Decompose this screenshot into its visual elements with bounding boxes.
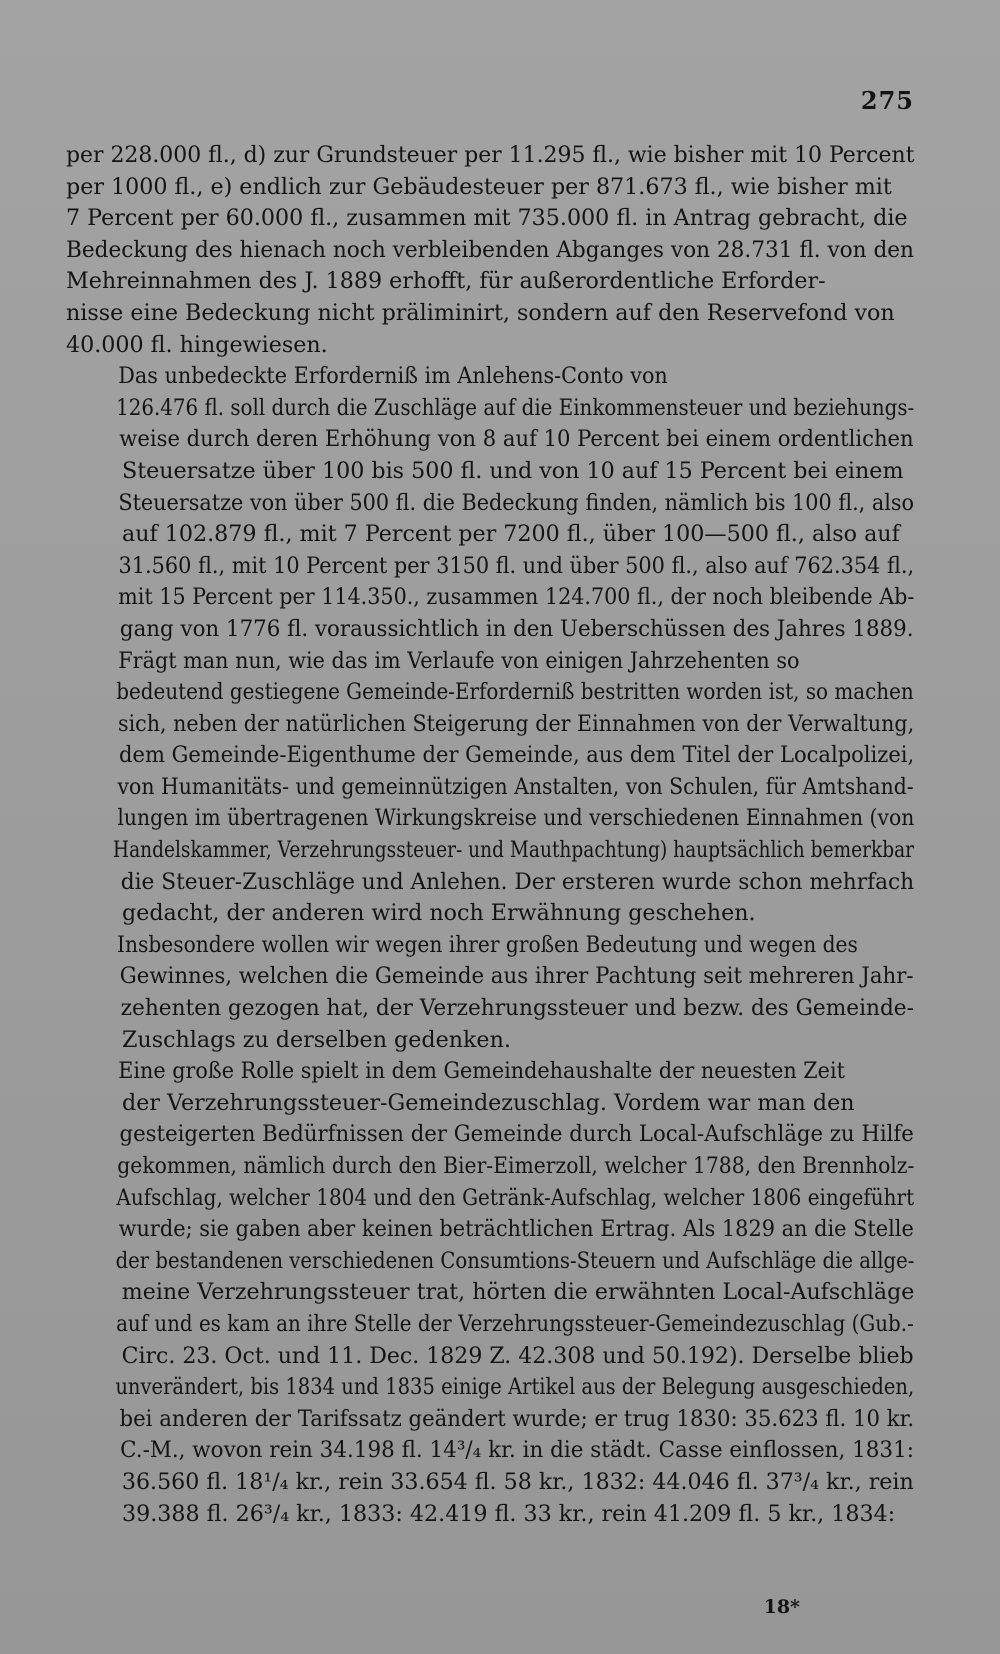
text-line: Steuersatze von über 500 fl. die Bedeckung finden, nämlich bis 100 fl., also [118,489,915,516]
paragraph-5 [66,1056,914,1530]
paragraph-1 [66,140,914,361]
text-line: Eine große Rolle spielt in dem Gemeindehaushalte der neuesten Zeit [118,1058,845,1085]
text-line: sich, neben der natürlichen Steigerung der Einnahmen von der Verwaltung, [118,710,915,737]
text-line: unverändert, bis 1834 und 1835 einige Artikel aus der Belegung ausgeschieden, [115,1374,915,1401]
text-line: Insbesondere wollen wir wegen ihrer großen Bedeutung und wegen des [116,931,858,958]
text-line: Mehreinnahmen des J. 1889 erhofft, für außerordentliche Erforder- [66,268,826,295]
text-line: Steuersatze über 100 bis 500 fl. und von 10 auf 15 Percent bei einem [122,457,904,484]
text-line: Frägt man nun, wie das im Verlaufe von einigen Jahrzehenten so [118,647,800,674]
text-line: per 228.000 fl., d) zur Grundsteuer per 11.295 fl., wie bisher mit 10 Percent [66,142,915,168]
text-line: der bestandenen verschiedenen Consumtions-Steuern und Aufschläge die allge- [115,1247,915,1274]
text-line: bei anderen der Tarifssatz geändert wurde; er trug 1830: 35.623 fl. 10 kr. [119,1405,915,1432]
text-line: Zuschlags zu derselben gedenken. [122,1026,511,1053]
text-line: Handelskammer, Verzehrungssteuer- und Mauthpachtung) hauptsächlich bemerkbar [112,837,915,864]
text-line: dem Gemeinde-Eigenthume der Gemeinde, aus dem Titel der Localpolizei, [119,742,915,769]
text-line: Gewinnes, welchen die Gemeinde aus ihrer Pachtung seit mehreren Jahr- [119,963,914,990]
text-line: lungen im übertragenen Wirkungskreise und verschiedenen Einnahmen (von [117,805,915,832]
text-line: wurde; sie gaben aber keinen beträchtlichen Ertrag. Als 1829 an die Stelle [118,1216,914,1243]
text-line: gedacht, der anderen wird noch Erwähnung geschehen. [122,900,756,927]
text-line: 126.476 fl. soll durch die Zuschläge auf die Einkommensteuer und beziehungs- [116,394,915,421]
text-line: 7 Percent per 60.000 fl., zusammen mit 735.000 fl. in Antrag gebracht, die [66,205,908,232]
paragraph-2 [66,361,914,645]
text-line: Das unbedeckte Erforderniß im Anlehens-Conto von [118,363,668,390]
text-line: von Humanitäts- und gemeinnützigen Anstalten, von Schulen, für Amtshand- [117,773,914,800]
text-line: nisse eine Bedeckung nicht präliminirt, sondern auf den Reservefond von [66,299,895,326]
text-line: die Steuer-Zuschläge und Anlehen. Der ersteren wurde schon mehrfach [120,868,915,895]
text-line: auf 102.879 fl., mit 7 Percent per 7200 fl., über 100—500 fl., also auf [122,521,900,548]
text-line: bedeutend gestiegene Gemeinde-Erforderniß bestritten worden ist, so machen [116,679,914,706]
text-line: 40.000 fl. hingewiesen. [66,331,328,358]
text-line: per 1000 fl., e) endlich zur Gebäudesteuer per 871.673 fl., wie bisher mit [66,173,892,200]
text-line: auf und es kam an ihre Stelle der Verzehrungssteuer-Gemeindezuschlag (Gub.- [116,1310,914,1337]
text-line: Circ. 23. Oct. und 11. Dec. 1829 Z. 42.308 und 50.192). Derselbe blieb [121,1342,914,1369]
text-line: Aufschlag, welcher 1804 und den Getränk-Aufschlag, welcher 1806 eingeführt [116,1184,915,1211]
text-line: 39.388 fl. 26³/₄ kr., 1833: 42.419 fl. 33 kr., rein 41.209 fl. 5 kr., 1834: [122,1500,896,1527]
page-number: 275 [860,86,914,115]
text-line: 36.560 fl. 18¹/₄ kr., rein 33.654 fl. 58 kr., 1832: 44.046 fl. 37³/₄ kr., rein [121,1468,914,1495]
paragraph-4 [66,930,914,1056]
text-line: gekommen, nämlich durch den Bier-Eimerzoll, welcher 1788, den Brennholz- [117,1153,915,1179]
text-line: der Verzehrungssteuer-Gemeindezuschlag. Vordem war man den [122,1089,855,1116]
text-line: mit 15 Percent per 114.350., zusammen 124.700 fl., der noch bleibende Ab- [118,584,915,611]
text-line: meine Verzehrungssteuer trat, hörten die erwähnten Local-Aufschläge [121,1279,915,1306]
body-text [66,140,914,1530]
text-line: weise durch deren Erhöhung von 8 auf 10 Percent bei einem ordentlichen [119,426,914,453]
paragraph-3 [66,646,914,930]
text-line: C.-M., wovon rein 34.198 fl. 14³/₄ kr. in die städt. Casse einflossen, 1831: [120,1437,914,1464]
text-line: gang von 1776 fl. voraussichtlich in den Ueberschüssen des Jahres 1889. [119,615,914,642]
text-line: 31.560 fl., mit 10 Percent per 3150 fl. und über 500 fl., also auf 762.354 fl., [118,552,915,579]
text-line: gesteigerten Bedürfnissen der Gemeinde durch Local-Aufschläge zu Hilfe [119,1121,914,1148]
text-line: zehenten gezogen hat, der Verzehrungssteuer und bezw. des Gemeinde- [120,995,914,1022]
signature-mark: 18* [763,1596,800,1618]
text-line: Bedeckung des hienach noch verbleibenden Abganges von 28.731 fl. von den [66,236,914,263]
